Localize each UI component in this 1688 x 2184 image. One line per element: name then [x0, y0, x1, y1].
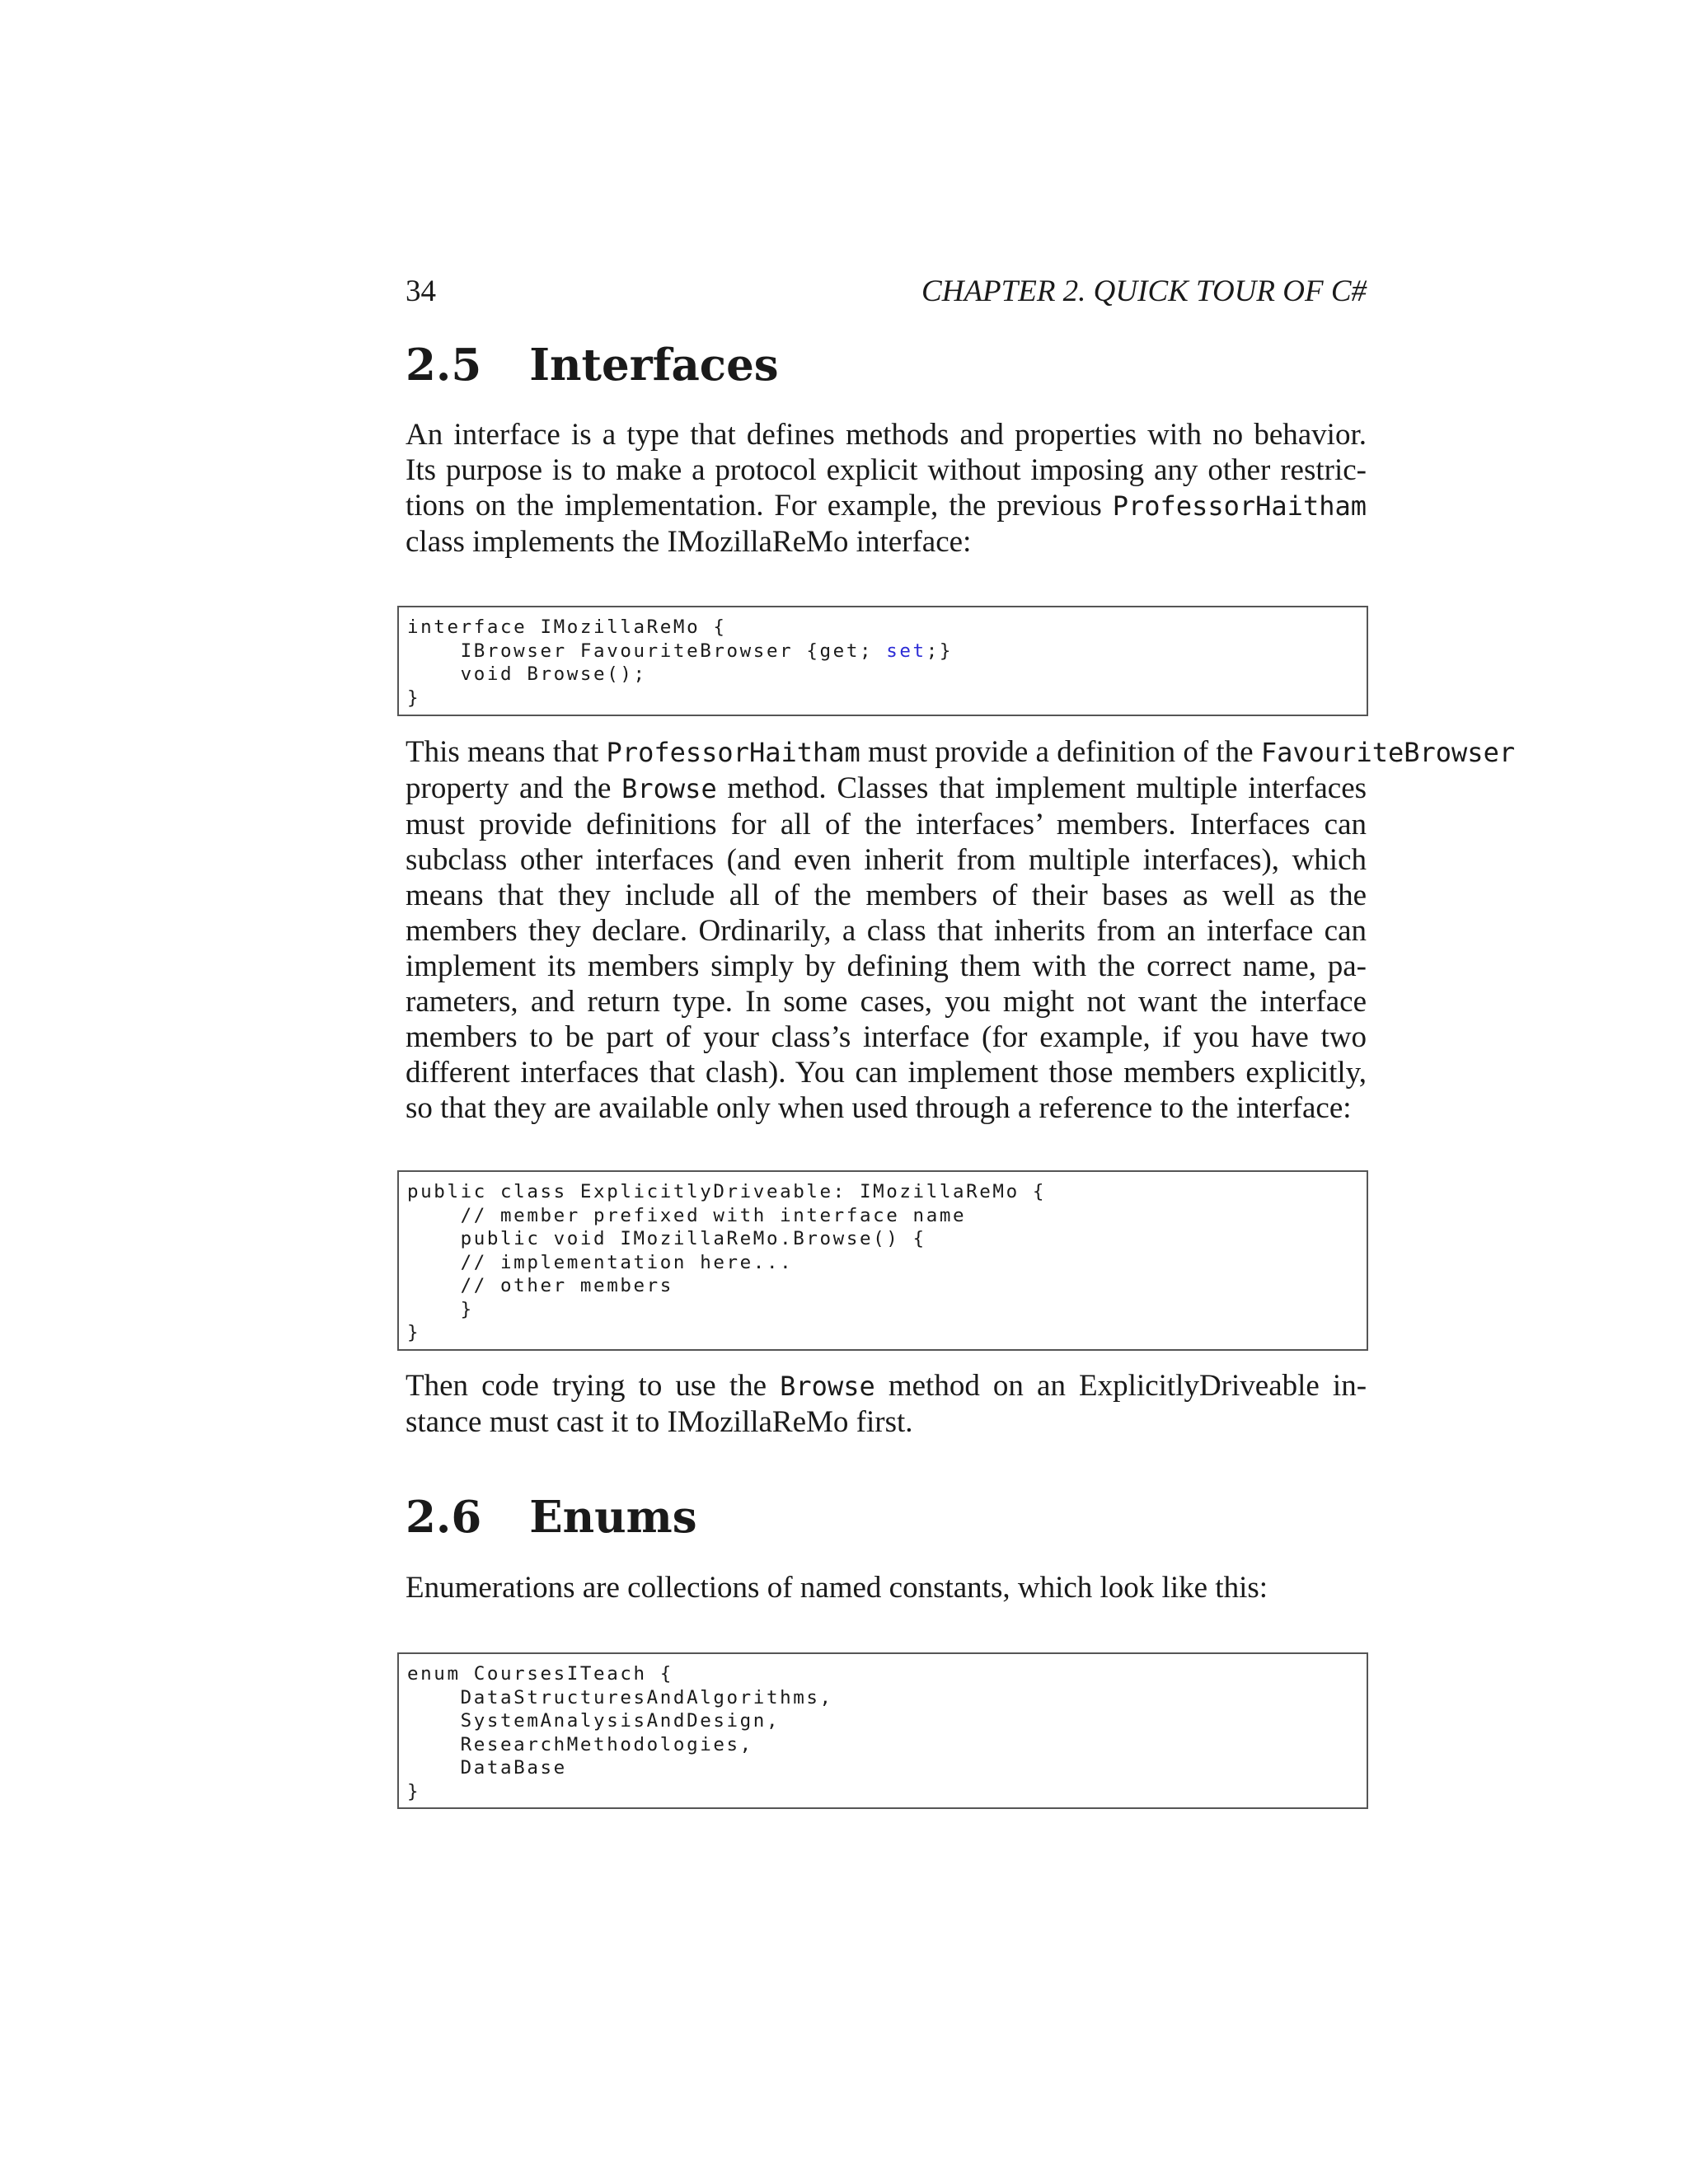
code-inline: Browse — [621, 773, 717, 804]
running-head — [406, 274, 1367, 309]
text-line — [406, 488, 1367, 524]
code-line: public void IMozillaReMo.Browse() { — [407, 1228, 926, 1249]
code-inline: FavouriteBrowser — [1260, 737, 1516, 768]
text-line: members they declare. Ordinarily, a class that inherits from an interface can — [406, 914, 1367, 948]
code-line — [407, 640, 1358, 663]
code-line: interface IMozillaReMo { — [407, 616, 727, 638]
text-line: class implements the IMozillaReMo interface: — [406, 525, 972, 559]
code-inline: ProfessorHaitham — [606, 737, 860, 768]
chapter-title: CHAPTER 2. QUICK TOUR OF C# — [921, 274, 1367, 308]
text-line — [406, 771, 1367, 807]
code-line: SystemAnalysisAndDesign, — [407, 1710, 781, 1732]
text-run: method on an ExplicitlyDriveable in- — [888, 1369, 1367, 1403]
code-line: // member prefixed with interface name — [407, 1204, 967, 1226]
section-heading-enums — [406, 1492, 697, 1543]
text-run: must provide a definition of the — [868, 735, 1254, 769]
section-number: 2.5 — [406, 340, 482, 391]
code-inline: Browse — [780, 1371, 875, 1402]
text-line — [406, 734, 1516, 771]
code-keyword: set — [886, 640, 926, 662]
section-heading-interfaces — [406, 340, 779, 391]
code-line: DataStructuresAndAlgorithms, — [407, 1686, 833, 1708]
text-line: Enumerations are collections of named constants, which look like this: — [406, 1571, 1268, 1605]
text-line: members to be part of your class’s interface (for example, if you have two — [406, 1020, 1367, 1054]
code-block-explicit-implementation — [397, 1170, 1368, 1351]
text-line: different interfaces that clash). You can implement those members explicitly, — [406, 1056, 1367, 1090]
text-line: means that they include all of the members of their bases as well as the — [406, 879, 1367, 912]
text-line: subclass other interfaces (and even inherit from multiple interfaces), which — [406, 843, 1367, 877]
text-run: property and the — [406, 771, 612, 805]
code-run: IBrowser FavouriteBrowser {get; — [407, 640, 887, 662]
paragraph-enums-intro — [406, 1570, 1367, 1605]
paragraph-interfaces-intro — [406, 417, 1367, 560]
text-line: Its purpose is to make a protocol explicit without imposing any other restric- — [406, 453, 1367, 487]
code-line: // other members — [407, 1275, 673, 1296]
text-run: method. Classes that implement multiple interfaces — [727, 771, 1367, 805]
paragraph-interfaces-explanation — [406, 734, 1516, 1126]
code-line: public class ExplicitlyDriveable: IMozillaReMo { — [407, 1181, 1047, 1202]
text-run: Then code trying to use the — [406, 1369, 767, 1403]
code-line: enum CoursesITeach { — [407, 1663, 673, 1685]
code-line: } — [407, 1780, 421, 1802]
code-line: // implementation here... — [407, 1251, 794, 1273]
section-title: Interfaces — [529, 340, 779, 391]
code-line: } — [407, 687, 421, 709]
text-run: This means that — [406, 735, 599, 769]
code-line: ResearchMethodologies, — [407, 1733, 753, 1755]
code-line: } — [407, 1298, 474, 1320]
text-line — [406, 1368, 1367, 1404]
text-line: An interface is a type that defines methods and properties with no behavior. — [406, 418, 1367, 452]
text-line: rameters, and return type. In some cases, you might not want the interface — [406, 985, 1367, 1019]
code-inline: ProfessorHaitham — [1112, 490, 1367, 522]
section-number: 2.6 — [406, 1492, 482, 1543]
text-line: so that they are available only when used through a reference to the interface: — [406, 1091, 1352, 1125]
paragraph-cast-note — [406, 1368, 1367, 1440]
page-number: 34 — [406, 274, 436, 308]
text-run: tions on the implementation. For example, the previous — [406, 489, 1102, 523]
code-line: void Browse(); — [407, 663, 647, 685]
text-line: must provide definitions for all of the interfaces’ members. Interfaces can — [406, 808, 1367, 841]
code-run: ;} — [926, 640, 954, 662]
code-block-enum — [397, 1652, 1368, 1809]
text-line: stance must cast it to IMozillaReMo first. — [406, 1405, 913, 1439]
code-line: } — [407, 1322, 421, 1343]
text-line: implement its members simply by defining them with the correct name, pa- — [406, 949, 1367, 983]
code-block-interface — [397, 606, 1368, 716]
section-title: Enums — [529, 1492, 697, 1543]
code-line: DataBase — [407, 1757, 567, 1779]
